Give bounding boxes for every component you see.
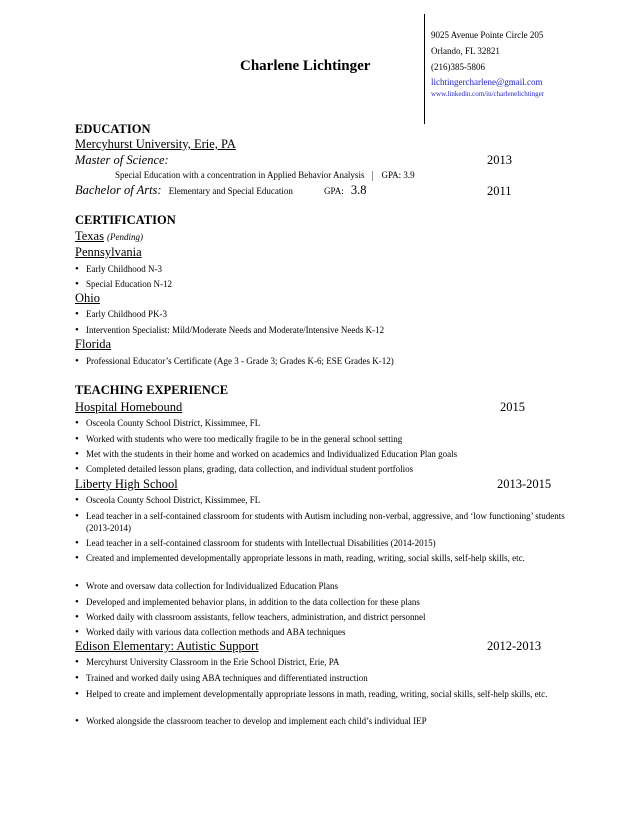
- education-school: Mercyhurst University, Erie, PA: [75, 137, 236, 151]
- gpa-divider: [372, 171, 373, 181]
- bachelors-gpa-label: GPA:: [324, 186, 344, 196]
- bullet-icon: •: [75, 656, 79, 668]
- masters-detail: Special Education with a concentration in Applied Behavior Analysis: [115, 170, 365, 180]
- cert-texas-label: Texas: [75, 229, 104, 243]
- bullet-icon: •: [75, 308, 79, 320]
- list-item: • Mercyhurst University Classroom in the Erie School District, Erie, PA: [75, 656, 340, 668]
- bullet-icon: •: [75, 463, 79, 475]
- cert-florida: Florida: [75, 337, 112, 351]
- list-item: • Early Childhood PK-3: [75, 308, 167, 320]
- cert-texas: [75, 229, 143, 244]
- job-title-edison-elementary: Edison Elementary: Autistic Support: [75, 639, 259, 653]
- bullet-icon: •: [75, 626, 79, 638]
- job-years: 2015: [500, 400, 525, 414]
- bullet-icon: •: [75, 611, 79, 623]
- list-item: • Professional Educator’s Certificate (Age 3 - Grade 3; Grades K-6; ESE Grades K-12): [75, 355, 394, 367]
- bullet-icon: •: [75, 715, 79, 727]
- bullet-icon: •: [75, 355, 79, 367]
- masters-degree: Master of Science:: [75, 153, 169, 167]
- address-line-1: 9025 Avenue Pointe Circle 205: [431, 30, 544, 40]
- cert-pennsylvania: Pennsylvania: [75, 245, 142, 259]
- list-item: • Worked daily with classroom assistants, fellow teachers, administration, and district personnel: [75, 611, 426, 623]
- list-item: • Lead teacher in a self-contained classroom for students with Autism including non-verbal, aggressive, and ‘low functioning’ students (2013-2014): [75, 510, 565, 533]
- header-divider: [424, 14, 425, 124]
- bachelors-year: 2011: [487, 184, 512, 198]
- bullet-icon: •: [75, 596, 79, 608]
- list-item: • Wrote and oversaw data collection for Individualized Education Plans: [75, 580, 339, 592]
- list-item: • Helped to create and implement developmentally appropriate lessons in math, reading, writing, social skills, self-help skills, etc.: [75, 688, 548, 700]
- list-item: • Lead teacher in a self-contained classroom for students with Intellectual Disabilities (2014-2015): [75, 537, 436, 549]
- address-line-2: Orlando, FL 32821: [431, 46, 500, 56]
- education-heading: EDUCATION: [75, 122, 151, 136]
- certification-heading: CERTIFICATION: [75, 213, 176, 227]
- bachelors-detail: Elementary and Special Education: [168, 186, 293, 196]
- bullet-icon: •: [75, 537, 79, 549]
- resume-name: Charlene Lichtinger: [240, 58, 371, 74]
- bullet-icon: •: [75, 552, 79, 564]
- masters-year: 2013: [487, 153, 512, 167]
- bachelors-gpa-value: 3.8: [350, 183, 367, 197]
- masters-gpa: GPA: 3.9: [381, 170, 415, 180]
- bachelors-row: [75, 183, 366, 198]
- bullet-icon: •: [75, 433, 79, 445]
- job-years: 2013-2015: [497, 477, 552, 491]
- phone-number: (216)385-5806: [431, 62, 485, 72]
- bullet-icon: •: [75, 324, 79, 336]
- list-item: • Worked daily with various data collection methods and ABA techniques: [75, 626, 346, 638]
- bachelors-degree: Bachelor of Arts:: [75, 183, 162, 197]
- list-item: • Completed detailed lesson plans, grading, data collection, and individual student portfolios: [75, 463, 414, 475]
- bullet-icon: •: [75, 494, 79, 506]
- list-item: • Osceola County School District, Kissimmee, FL: [75, 417, 261, 429]
- list-item: • Early Childhood N-3: [75, 263, 162, 275]
- list-item: • Special Education N-12: [75, 278, 172, 290]
- bullet-icon: •: [75, 672, 79, 684]
- list-item: • Worked alongside the classroom teacher to develop and implement each child’s individual IEP: [75, 715, 427, 727]
- experience-heading: TEACHING EXPERIENCE: [75, 383, 229, 397]
- bullet-icon: •: [75, 580, 79, 592]
- email-link[interactable]: lichtingercharlene@gmail.com: [431, 77, 543, 87]
- list-item: • Met with the students in their home and worked on academics and Individualized Education Plan goals: [75, 448, 458, 460]
- list-item: • Intervention Specialist: Mild/Moderate Needs and Moderate/Intensive Needs K-12: [75, 324, 385, 336]
- bullet-icon: •: [75, 510, 79, 522]
- cert-texas-note: (Pending): [106, 232, 143, 242]
- bullet-icon: •: [75, 688, 79, 700]
- masters-detail-row: [115, 170, 415, 181]
- cert-ohio: Ohio: [75, 291, 100, 305]
- linkedin-link[interactable]: www.linkedin.com/in/charlenelichtinger: [431, 90, 545, 98]
- bullet-icon: •: [75, 417, 79, 429]
- list-item: • Osceola County School District, Kissimmee, FL: [75, 494, 261, 506]
- job-title-liberty-high-school: Liberty High School: [75, 477, 178, 491]
- list-item: • Created and implemented developmentally appropriate lessons in math, reading, writing, social skills, self-help skills, etc.: [75, 552, 525, 564]
- bullet-icon: •: [75, 278, 79, 290]
- job-title-hospital-homebound: Hospital Homebound: [75, 400, 183, 414]
- bullet-icon: •: [75, 448, 79, 460]
- list-item: • Developed and implemented behavior plans, in addition to the data collection for these plans: [75, 596, 420, 608]
- list-item: • Trained and worked daily using ABA techniques and differentiated instruction: [75, 672, 368, 684]
- job-years: 2012-2013: [487, 639, 542, 653]
- bullet-icon: •: [75, 263, 79, 275]
- list-item: • Worked with students who were too medically fragile to be in the general school setting: [75, 433, 403, 445]
